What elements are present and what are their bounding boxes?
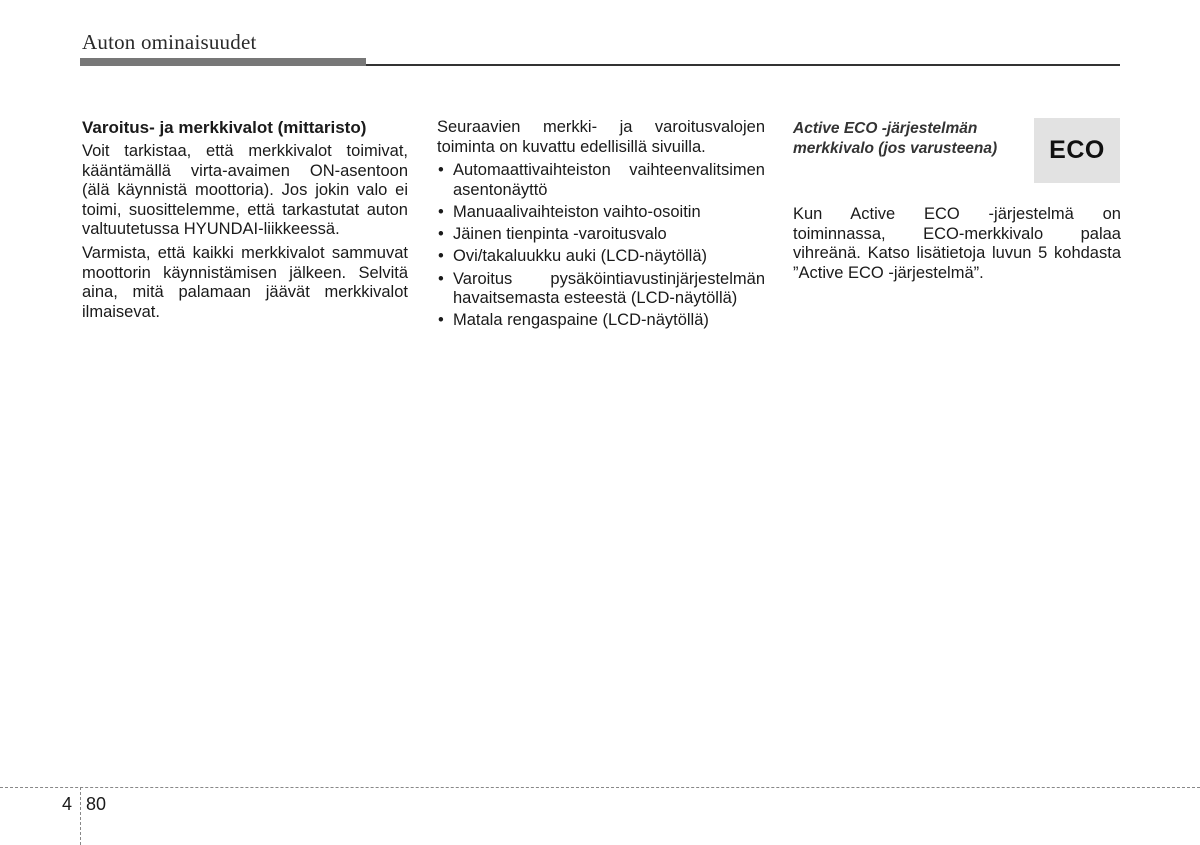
header-accent-bar bbox=[80, 58, 366, 66]
footer-page-number: 80 bbox=[86, 794, 107, 814]
column-warning-lights bbox=[82, 118, 408, 326]
list-item: • Varoitus pysäköintiavustinjärjestelmän havaitsemasta esteestä (LCD-näytöllä) bbox=[437, 270, 765, 309]
list-item: • Manuaalivaihteiston vaihto-osoitin bbox=[437, 203, 765, 223]
page-header-title: Auton ominaisuudet bbox=[82, 30, 257, 54]
list-item: • Jäinen tienpinta -varoitusvalo bbox=[437, 225, 765, 245]
section-heading-warning-lights: Varoitus- ja merkkivalot (mittaristo) bbox=[82, 118, 367, 137]
list-item: • Ovi/takaluukku auki (LCD-näytöllä) bbox=[437, 247, 765, 267]
eco-indicator-label: ECO bbox=[1049, 136, 1105, 164]
footer-vertical-divider bbox=[80, 787, 81, 845]
column-indicator-list bbox=[437, 118, 765, 334]
paragraph-check-lights: Voit tarkistaa, että merkkivalot toimivat, kääntämällä virta-avaimen ON-asentoon (älä käynnistä moottoria). Jos jokin valo ei toimi, suosittelemme, että tarkastutat auton valtuutetussa HYUNDAI-liikkeessä. bbox=[82, 142, 408, 239]
list-item: • Automaattivaihteiston vaihteenvalitsimen asentonäyttö bbox=[437, 161, 765, 200]
paragraph-active-eco: Kun Active ECO -järjestelmä on toiminnassa, ECO-merkkivalo palaa vihreänä. Katso lisätietoja luvun 5 kohdasta ”Active ECO -järjestelmä”. bbox=[793, 205, 1121, 282]
footer-divider bbox=[0, 787, 1200, 788]
indicator-list bbox=[437, 161, 765, 331]
eco-indicator-icon bbox=[1034, 118, 1120, 183]
paragraph-list-intro: Seuraavien merkki- ja varoitusvalojen toiminta on kuvattu edellisillä sivuilla. bbox=[437, 118, 765, 156]
header-rule bbox=[366, 64, 1120, 66]
section-heading-active-eco: Active ECO -järjestelmän merkkivalo (jos varusteena) bbox=[793, 120, 998, 157]
list-item: • Matala rengaspaine (LCD-näytöllä) bbox=[437, 311, 765, 331]
footer-chapter-number: 4 bbox=[62, 794, 73, 814]
paragraph-ensure-lights-off: Varmista, että kaikki merkkivalot sammuvat moottorin käynnistämisen jälkeen. Selvitä aina, mitä palamaan jäävät merkkivalot ilmaisevat. bbox=[82, 243, 408, 321]
